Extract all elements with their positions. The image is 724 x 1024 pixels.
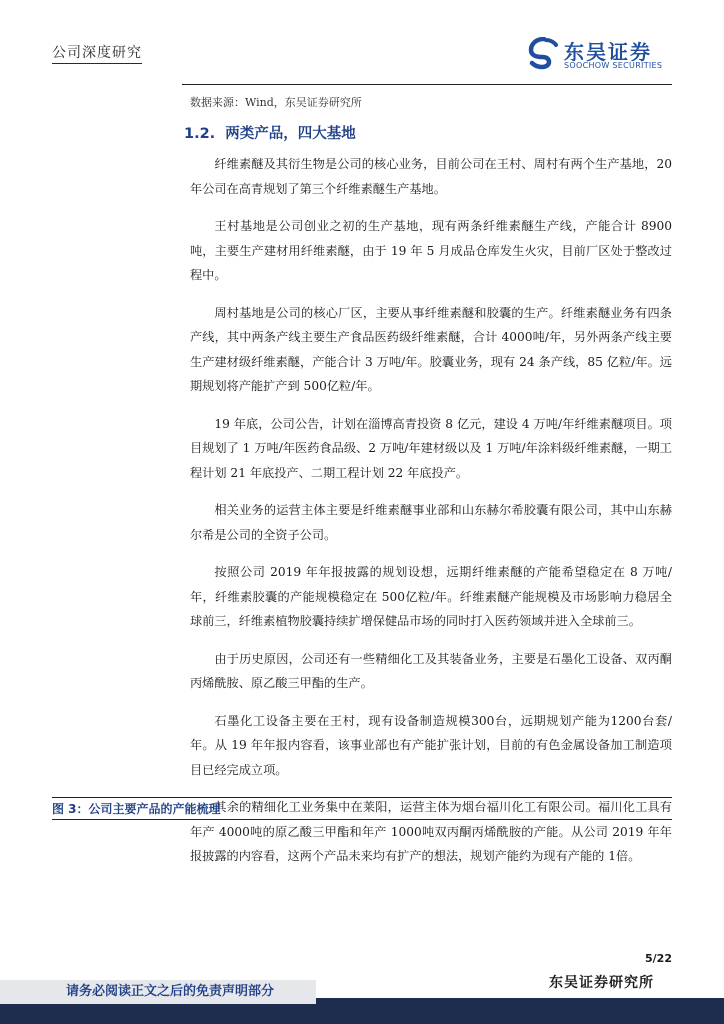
paragraph: 纤维素醚及其衍生物是公司的核心业务，目前公司在王村、周村有两个生产基地，20年公司在高青规划了第三个纤维素醚生产基地。 <box>190 157 672 196</box>
paragraph: 由于历史原因，公司还有一些精细化工及其装备业务，主要是石墨化工设备、双丙酮丙烯酰胺、原乙酸三甲酯的生产。 <box>190 651 672 690</box>
body-text <box>190 152 672 882</box>
section-heading <box>184 122 356 143</box>
page-number: 5/22 <box>645 952 672 965</box>
footer-disclaimer: 请务必阅读正文之后的免责声明部分 <box>0 980 316 1004</box>
report-type-label: 公司深度研究 <box>52 42 142 64</box>
paragraph: 周村基地是公司的核心厂区，主要从事纤维素醚和胶囊的生产。纤维素醚业务有四条产线，其中两条产线主要生产食品医药级纤维素醚，合计 4000吨/年，另外两条产线主要生产建材级纤维素醚，产能合计 3 万吨/年。胶囊业务，现有 24 条产线，85 亿粒/年。远期规划将产能扩产到 500亿粒/年。 <box>190 305 672 393</box>
soochow-logo-icon <box>528 37 560 71</box>
paragraph: 王村基地是公司创业之初的生产基地，现有两条纤维素醚生产线，产能合计 8900吨，主要生产建材用纤维素醚，由于 19 年 5 月成品仓库发生火灾，目前厂区处于整改过程中。 <box>190 219 672 282</box>
brand-logo <box>528 36 678 74</box>
header-divider <box>182 84 672 85</box>
paragraph: 19 年底，公司公告，计划在淄博高青投资 8 亿元，建设 4 万吨/年纤维素醚项目。项目规划了 1 万吨/年医药食品级、2 万吨/年建材级以及 1 万吨/年涂料级纤维素醚，一期工程计划 21 年底投产、二期工程计划 22 年底投产。 <box>190 416 672 480</box>
paragraph: 相关业务的运营主体主要是纤维素醚事业部和山东赫尔希胶囊有限公司，其中山东赫尔希是公司的全资子公司。 <box>190 503 672 542</box>
figure-rule-bottom <box>52 819 672 820</box>
section-number: 1.2. <box>184 126 216 142</box>
brand-name-cn: 东吴证券 <box>564 40 652 64</box>
section-title: 两类产品，四大基地 <box>225 126 356 142</box>
paragraph: 石墨化工设备主要在王村，现有设备制造规模300台，远期规划产能为1200台套/年。从 19 年年报内容看，该事业部也有产能扩张计划，目前的有色金属设备加工制造项目已经完成立项。 <box>190 713 672 777</box>
footer-org: 东吴证券研究所 <box>549 975 654 991</box>
figure-caption: 图 3：公司主要产品的产能梳理 <box>52 802 221 816</box>
data-source-note: 数据来源：Wind，东吴证券研究所 <box>190 96 362 109</box>
paragraph: 其余的精细化工业务集中在莱阳，运营主体为烟台福川化工有限公司。福川化工具有年产 4000吨的原乙酸三甲酯和年产 1000吨双丙酮丙烯酰胺的产能。从公司 2019 年年报披露的内容看，这两个产品未来均有扩产的想法，规划产能约为现有产能的 1倍。 <box>190 800 672 863</box>
paragraph: 按照公司 2019 年年报披露的规划设想，远期纤维素醚的产能希望稳定在 8 万吨/年，纤维素胶囊的产能规模稳定在 500亿粒/年。纤维素醚产能规模及市场影响力稳居全球前三，纤维素植物胶囊持续扩增保健品市场的同时打入医药领域并进入全球前三。 <box>190 565 672 628</box>
brand-name-en: SOOCHOW SECURITIES <box>564 61 663 70</box>
figure-rule-top <box>52 797 672 798</box>
